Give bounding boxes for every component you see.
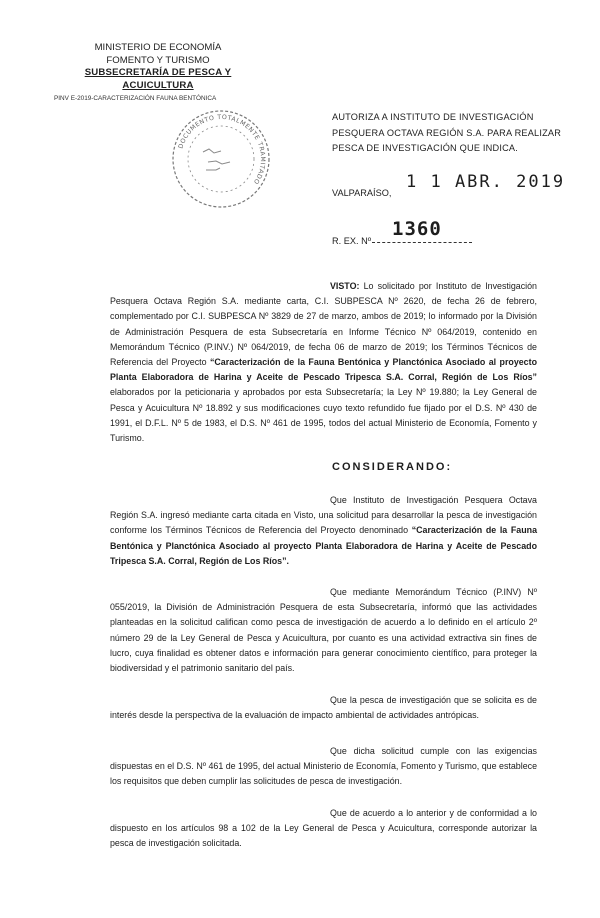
place-label: VALPARAÍSO, xyxy=(332,188,392,198)
resolution-number-line xyxy=(372,242,472,243)
visto-paragraph xyxy=(110,279,537,446)
considerando-heading: CONSIDERANDO: xyxy=(332,461,453,473)
resolution-label: R. EX. Nº xyxy=(332,236,372,246)
date-stamp: 1 1 ABR. 2019 xyxy=(406,172,566,192)
letterhead xyxy=(54,42,258,106)
considerando-4-text: Que dicha solicitud cumple con las exigencias dispuestas en el D.S. Nº 461 de 1995, del actual Ministerio de Economía, Fomento y Turismo, que establece los requisitos que deben cumplir las solicitudes de pesca de investigación. xyxy=(110,746,538,787)
official-seal-stamp xyxy=(168,106,274,212)
visto-text-a: Lo solicitado por Instituto de Investigación Pesquera Octava Región S.A. mediante carta, C.I. SUBPESCA Nº 2620, de fecha 26 de febrero, complementado por C.I. SUBPESCA Nº 3829 de 27 de marzo, ambos de 2019; lo informado por la División de Administración Pesquera de esta Subsecretaría en Informe Técnico Nº 064/2019, contenido en Memorándum Técnico (P.INV.) Nº 064/2019, de fecha 06 de marzo de 2019; los Términos Técnicos de Referencia del Proyecto xyxy=(110,281,537,368)
visto-lead: VISTO: xyxy=(330,281,360,291)
considerando-5-text: Que de acuerdo a lo anterior y de conformidad a lo dispuesto en los artículos 98 a 102 de la Ley General de Pesca y Acuicultura, corresponde autorizar la pesca de investigación solicitada. xyxy=(110,808,537,849)
resolution-number: 1360 xyxy=(392,218,442,240)
ministry-name-line2: FOMENTO Y TURISMO xyxy=(106,54,210,66)
considerando-1-text: Que Instituto de Investigación Pesquera Octava Región S.A. ingresó mediante carta citada en Visto, una solicitud para desarrollar la pesca de investigación conforme los Términos Técnicos de Referencia del Proyecto denominado xyxy=(110,495,537,536)
considerando-paragraph-4 xyxy=(110,744,537,790)
visto-project-title: “Caracterización de la Fauna Bentónica y Planctónica Asociado al proyecto Planta Elaboradora de Harina y Aceite de Pescado Tripesca S.A. Corral, Región de Los Ríos” xyxy=(110,357,537,383)
considerando-paragraph-1 xyxy=(110,493,537,569)
subsecretaria-name: SUBSECRETARÍA DE PESCA Y ACUICULTURA xyxy=(84,67,232,91)
considerando-2-text: Que mediante Memorándum Técnico (P.INV) Nº 055/2019, la División de Administración Pesquera de esta Subsecretaría, informó que las actividades planteadas en la solicitud califican como pesca de investigación de acuerdo a lo definido en el artículo 2º número 29 de la Ley General de Pesca y Acuicultura, por cuanto es una actividad extractiva sin fines de lucro, cuya finalidad es obtener datos e información para generar conocimiento científico, para proteger la biodiversidad y el patrimonio sanitario del país. xyxy=(110,587,537,674)
considerando-3-text: Que la pesca de investigación que se solicita es de interés desde la perspectiva de la evaluación de impacto ambiental de actividades antrópicas. xyxy=(110,695,537,721)
visto-text-b: elaborados por la peticionaria y aprobados por esta Subsecretaría; la Ley Nº 19.880; la Ley General de Pesca y Acuicultura Nº 18.892 y sus modificaciones cuyo texto refundido fue fijado por el D.S. Nº 430 de 1991, el D.F.L. Nº 5 de 1983, el D.S. Nº 461 de 1995, todos del actual Ministerio de Economía, Fomento y Turismo. xyxy=(110,387,537,444)
considerando-1-project: “Caracterización de la Fauna Bentónica y Planctónica Asociado al proyecto Planta Elaboradora de Harina y Aceite de Pescado Tripesca S.A. Corral, Región de Los Ríos”. xyxy=(110,525,537,566)
file-reference: PINV E-2019-CARACTERIZACIÓN FAUNA BENTÓNICA xyxy=(54,95,217,102)
considerando-paragraph-5 xyxy=(110,806,537,852)
ministry-name: MINISTERIO DE ECONOMÍA xyxy=(94,42,222,53)
authorization-summary: AUTORIZA A INSTITUTO DE INVESTIGACIÓN PESQUERA OCTAVA REGIÓN S.A. PARA REALIZAR PESCA DE INVESTIGACIÓN QUE INDICA. xyxy=(332,112,562,153)
svg-text:DOCUMENTO TOTALMENTE TRAMITADO: DOCUMENTO TOTALMENTE TRAMITADO xyxy=(177,113,267,186)
considerando-paragraph-3 xyxy=(110,693,537,723)
considerando-paragraph-2 xyxy=(110,585,537,676)
